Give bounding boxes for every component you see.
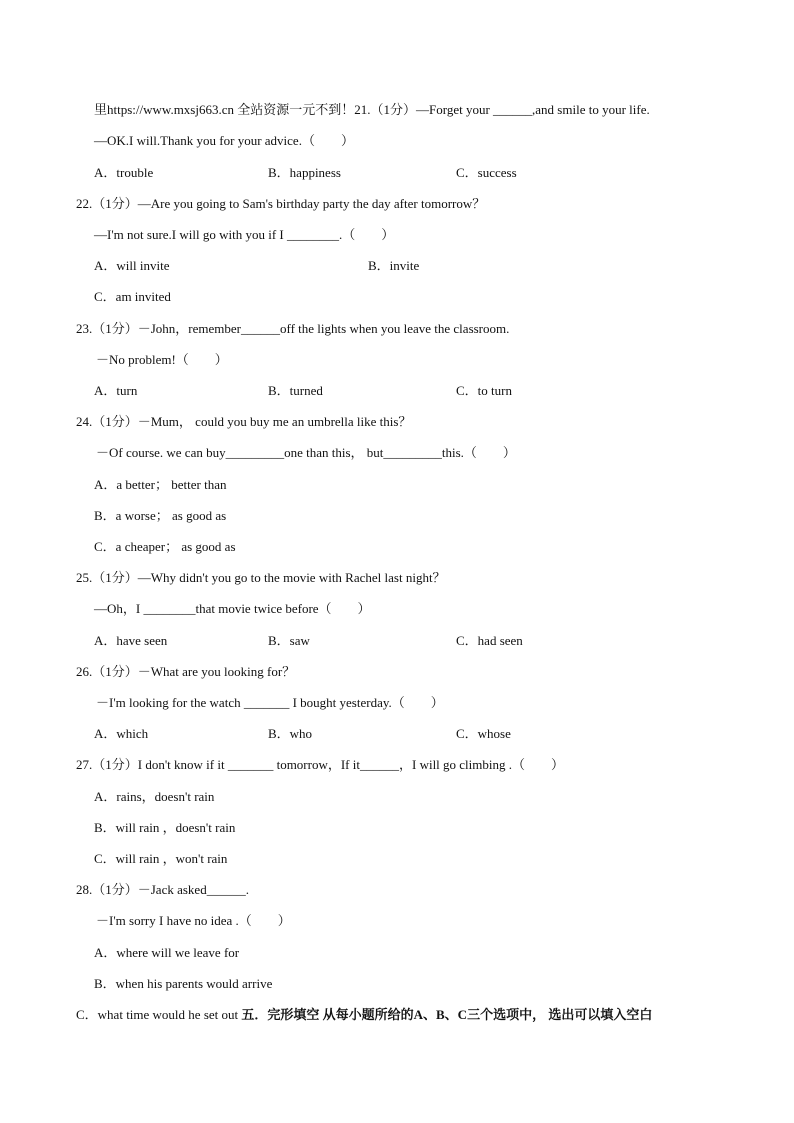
q26-option-a: A．which	[94, 726, 149, 741]
site-line: 里https://www.mxsj663.cn 全站资源一元不到！	[94, 102, 355, 117]
q21-option-b: B．happiness	[268, 165, 341, 180]
q27-option-b: B．will rain ，doesn't rain	[94, 820, 236, 835]
q28-option-c: C．what time would he set out	[76, 1007, 239, 1022]
q23-stem: 23.（1分）－John，remember______off the lights when you leave the classroom.	[76, 321, 510, 336]
q28-option-a: A．where will we leave for	[94, 945, 240, 960]
section-title: 五．完形填空 从每小题所给的A、B、C三个选项中， 选出可以填入空白	[241, 1007, 653, 1022]
q27-option-c: C．will rain ，won't rain	[94, 851, 228, 866]
q26-stem: 26.（1分）－What are you looking for？	[76, 664, 296, 679]
q24-response: －Of course. we can buy_________one than this， but_________this.（ ）	[96, 445, 516, 460]
q23-option-c: C．to turn	[456, 383, 512, 398]
q23-option-b: B．turned	[268, 383, 323, 398]
q27-stem: 27.（1分）I don't know if it _______ tomorrow，If it______，I will go climbing .（ ）	[76, 757, 565, 772]
q25-stem: 25.（1分）—Why didn't you go to the movie with Rachel last night？	[76, 570, 446, 585]
q22-option-c: C．am invited	[94, 289, 171, 304]
footer-line	[76, 1007, 652, 1023]
q23-option-a: A．turn	[94, 383, 138, 398]
q25-option-a: A．have seen	[94, 633, 168, 648]
q27-option-a: A．rains，doesn't rain	[94, 789, 215, 804]
q21-option-c: C．success	[456, 165, 517, 180]
q21-stem: 21.（1分）—Forget your ______,and smile to your life.	[354, 102, 650, 117]
q21-response: —OK.I will.Thank you for your advice.（ ）	[94, 133, 354, 148]
q26-option-c: C．whose	[456, 726, 511, 741]
q22-option-b: B．invite	[368, 258, 420, 273]
q28-response: －I'm sorry I have no idea .（ ）	[96, 913, 291, 928]
q24-stem: 24.（1分）－Mum， could you buy me an umbrella like this？	[76, 414, 412, 429]
q26-option-b: B．who	[268, 726, 313, 741]
q22-option-a: A．will invite	[94, 258, 170, 273]
q25-response: —Oh，I ________that movie twice before（ ）	[94, 601, 371, 616]
q23-response: －No problem!（ ）	[96, 352, 228, 367]
q25-option-b: B．saw	[268, 633, 310, 648]
q24-option-a: A．a better； better than	[94, 477, 227, 492]
q24-option-c: C．a cheaper； as good as	[94, 539, 236, 554]
q28-stem: 28.（1分）－Jack asked______.	[76, 882, 249, 897]
q26-response: －I'm looking for the watch _______ I bought yesterday.（ ）	[96, 695, 444, 710]
q28-option-b: B．when his parents would arrive	[94, 976, 273, 991]
q22-stem: 22.（1分）—Are you going to Sam's birthday party the day after tomorrow？	[76, 196, 486, 211]
q24-option-b: B．a worse； as good as	[94, 508, 227, 523]
q25-option-c: C．had seen	[456, 633, 523, 648]
q22-response: —I'm not sure.I will go with you if I ________.（ ）	[94, 227, 395, 242]
q21-option-a: A．trouble	[94, 165, 154, 180]
header-line	[94, 102, 650, 118]
